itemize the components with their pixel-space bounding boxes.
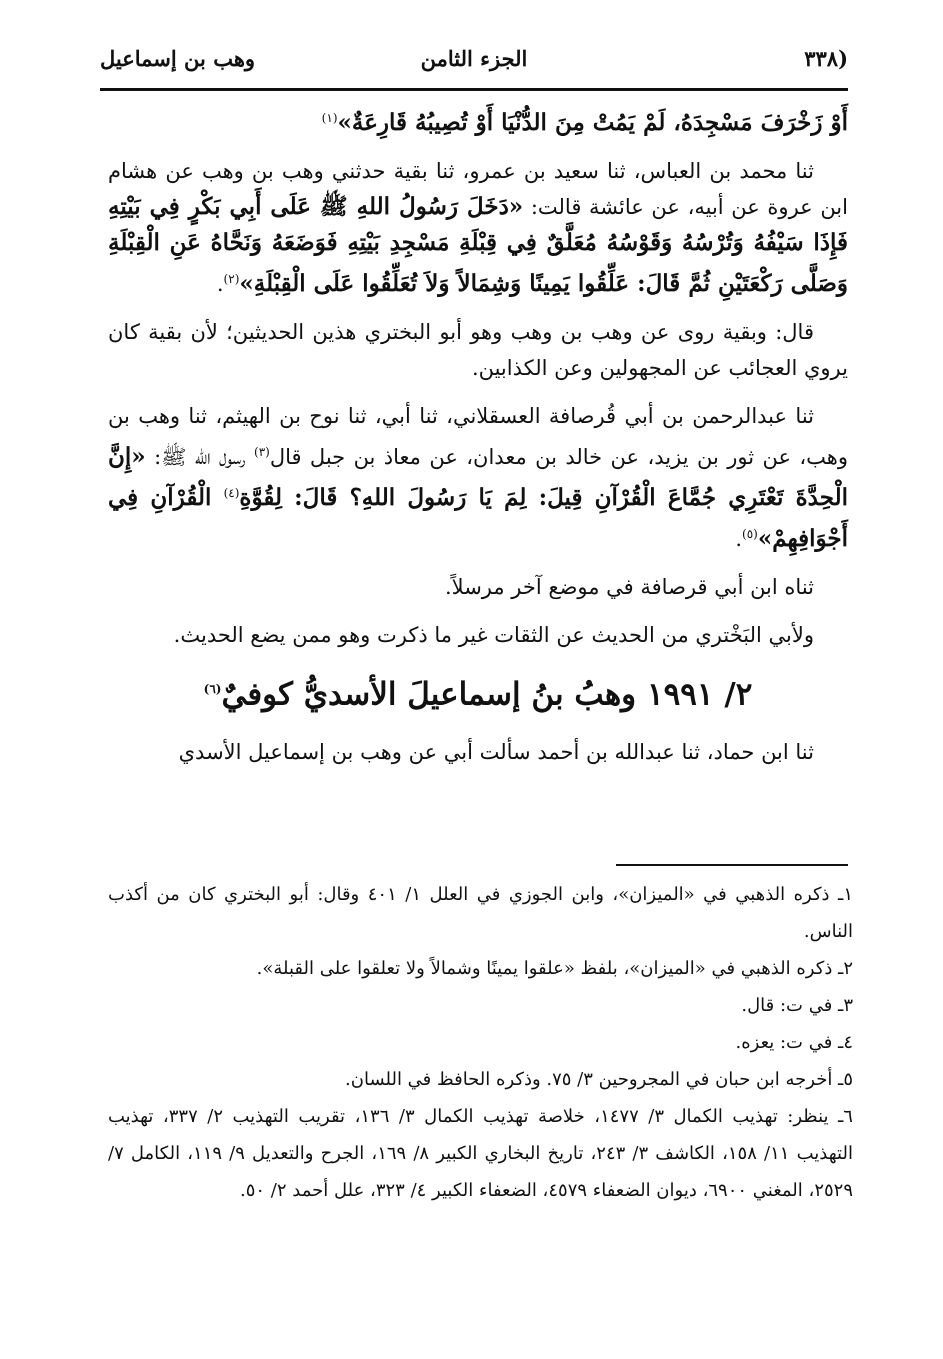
footnote-4: ٤ـ في ت: يعزه. bbox=[735, 1032, 853, 1053]
header-rule bbox=[100, 88, 848, 91]
footnote-3: ٣ـ في ت: قال. bbox=[741, 995, 853, 1016]
paragraph-7 bbox=[108, 734, 848, 770]
footnotes bbox=[108, 876, 853, 1209]
punctuation: . bbox=[216, 272, 224, 296]
footnote-1: ١ـ ذكره الذهبي في «الميزان»، وابن الجوزي في العلل ١/ ٤٠١ وقال: أبو البختري كان من أكذب الناس. bbox=[108, 884, 853, 942]
entry-heading bbox=[108, 665, 848, 718]
footnote-6: ٦ـ ينظر: تهذيب الكمال ٣/ ١٤٧٧، خلاصة تهذيب الكمال ٣/ ١٣٦، تقريب التهذيب ٢/ ٣٣٧، تهذيب التهذيب ١١/ ١٥٨، الكاشف ٣/ ٢٤٣، تاريخ البخاري الكبير ٨/ ١٦٩، الجرح والتعديل ٩/ ١١٩، الكامل ٧/ ٢٥٢٩، المغني ٦٩٠٠، ديوان الضعفاء ٤٥٧٩، الضعفاء الكبير ٤/ ٣٢٣، علل أحمد ٢/ ٥٠. bbox=[108, 1106, 853, 1201]
main-text bbox=[108, 100, 848, 782]
footnote-5: ٥ـ أخرجه ابن حبان في المجروحين ٣/ ٧٥. وذكره الحافظ في اللسان. bbox=[345, 1069, 853, 1090]
punctuation: . bbox=[735, 527, 742, 551]
hadith-text: «إِنَّ الْحِدَّةَ تَعْتَرِي جُمَّاعَ الْقُرْآنِ قِيلَ: لِمَ يَا رَسُولَ اللهِ؟ قَالَ: لِقُوَّةِ bbox=[108, 443, 848, 511]
footnote-ref: (٣) bbox=[254, 445, 270, 459]
hadith-text: «دَخَلَ رَسُولُ اللهِ ﷺ عَلَى أَبِي بَكْرٍ فِي بَيْتِهِ فَإِذَا سَيْفُهُ وَتُرْسُهُ وَقَوْسُهُ مُعَلَّقٌ فِي قِبْلَةِ مَسْجِدِ بَيْتِهِ فَوَضَعَهُ وَنَحَّاهُ عَنِ الْقِبْلَةِ وَصَلَّى رَكْعَتَيْنِ ثُمَّ قَالَ: عَلِّقُوا يَمِينًا وَشِمَالاً وَلاَ تُعَلِّقُوا عَلَى الْقِبْلَةِ» bbox=[108, 193, 848, 297]
hadith-text: أَوْ زَخْرَفَ مَسْجِدَهُ، لَمْ يَمُتْ مِنَ الدُّنْيَا أَوْ تُصِيبُهُ قَارِعَةٌ» bbox=[337, 109, 848, 136]
paragraph-1 bbox=[108, 100, 848, 141]
running-header bbox=[100, 40, 848, 86]
isnad-text: ثنا محمد بن العباس، ثنا سعيد بن عمرو، ثنا بقية حدثني وهب بن وهب عن هشام ابن عروة عن أبيه، عن عائشة قالت: bbox=[108, 159, 848, 219]
paragraph-4 bbox=[108, 398, 848, 557]
isnad-text-cont: رسول الله ﷺ: bbox=[145, 445, 254, 469]
commentary-text: ثناه ابن أبي قرصافة في موضع آخر مرسلاً. bbox=[445, 575, 814, 599]
volume-title: الجزء الثامن bbox=[420, 46, 528, 71]
isnad-text: ثنا عبدالرحمن بن أبي قُرصافة العسقلاني، ثنا أبي، ثنا نوح بن الهيثم، ثنا وهب بن وهب، عن ثور بن يزيد، عن خالد بن معدان، عن معاذ بن جبل قال bbox=[108, 404, 848, 469]
footnote-2: ٢ـ ذكره الذهبي في «الميزان»، بلفظ «علقوا يمينًا وشمالاً ولا تعلقوا على القبلة». bbox=[256, 958, 853, 979]
footnote-ref: (٥) bbox=[742, 527, 758, 541]
footnote-rule bbox=[616, 864, 848, 866]
isnad-text: ثنا ابن حماد، ثنا عبدالله بن أحمد سألت أبي عن وهب بن إسماعيل الأسدي bbox=[178, 740, 814, 765]
entry-name-header: وهب بن إسماعيل bbox=[100, 46, 256, 71]
footnote-ref: (٤) bbox=[223, 486, 240, 500]
paragraph-5 bbox=[108, 569, 848, 605]
footnote-ref: (٦) bbox=[203, 682, 222, 696]
page-number: (٣٣٨ bbox=[804, 46, 848, 71]
commentary-text: ولأبي البَخْتري من الحديث عن الثقات غير ما ذكرت وهو ممن يضع الحديث. bbox=[173, 623, 814, 647]
paragraph-3 bbox=[108, 314, 848, 386]
paragraph-2 bbox=[108, 153, 848, 302]
footnote-ref: (١) bbox=[321, 111, 338, 125]
entry-heading-text: ٢/ ١٩٩١ وهبُ بنُ إسماعيلَ الأسديُّ كوفيٌ bbox=[221, 676, 753, 713]
commentary-text: قال: وبقية روى عن وهب بن وهب وهو أبو البختري هذين الحديثين؛ لأن بقية كان يروي العجائب عن المجهولين وعن الكذابين. bbox=[108, 320, 848, 380]
paragraph-6 bbox=[108, 617, 848, 653]
hadith-text-cont: الْقُرْآنِ فِي أَجْوَافِهِمْ» bbox=[108, 484, 848, 552]
footnote-ref: (٢) bbox=[223, 272, 240, 286]
